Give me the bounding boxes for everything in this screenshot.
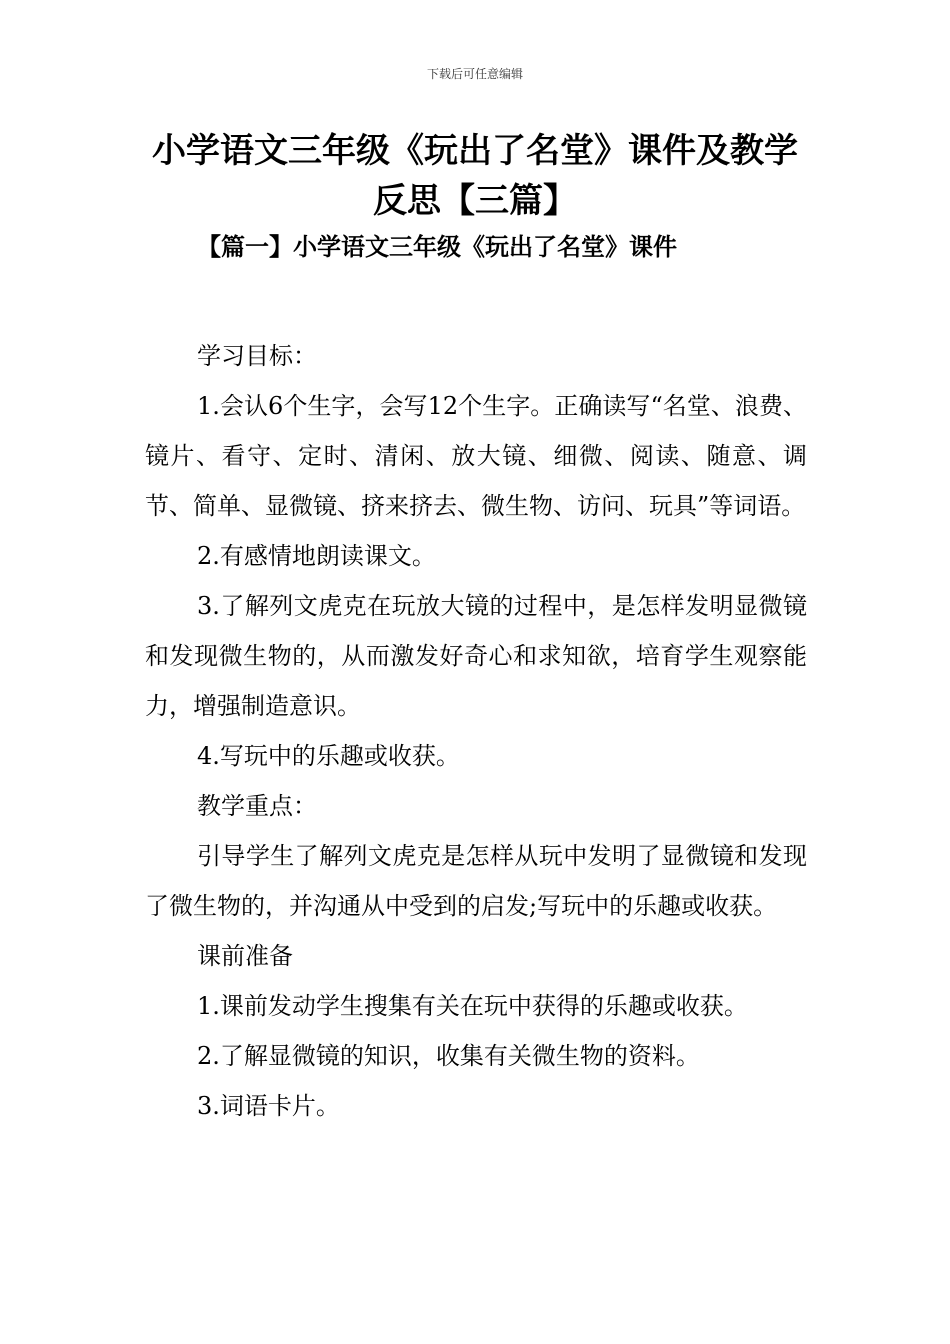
document-title: 小学语文三年级《玩出了名堂》课件及教学反思【三篇】 bbox=[152, 131, 798, 221]
paragraph-goal-4: 4.写玩中的乐趣或收获。 bbox=[197, 742, 460, 770]
paragraph-learning-goals-heading: 学习目标： bbox=[197, 342, 317, 370]
paragraph-preparation-1: 1.课前发动学生搜集有关在玩中获得的乐趣或收获。 bbox=[197, 992, 748, 1020]
paragraph-preparation-3: 3.词语卡片。 bbox=[197, 1092, 340, 1120]
paragraph-preparation-2: 2.了解显微镜的知识，收集有关微生物的资料。 bbox=[197, 1042, 700, 1070]
paragraph-preparation-heading: 课前准备 bbox=[197, 942, 293, 970]
paragraph-goal-3: 3.了解列文虎克在玩放大镜的过程中，是怎样发明显微镜和发现微生物的，从而激发好奇心和求知欲，培育学生观察能力，增强制造意识。 bbox=[145, 592, 807, 720]
paragraph-key-points: 引导学生了解列文虎克是怎样从玩中发明了显微镜和发现了微生物的，并沟通从中受到的启发;写玩中的乐趣或收获。 bbox=[145, 842, 807, 920]
paragraph-goal-1: 1.会认6个生字，会写12个生字。正确读写“名堂、浪费、镜片、看守、定时、清闲、放大镜、细微、阅读、随意、调节、简单、显微镜、挤来挤去、微生物、访问、玩具”等词语。 bbox=[145, 392, 807, 520]
section-heading: 【篇一】小学语文三年级《玩出了名堂》课件 bbox=[197, 232, 677, 261]
paragraph-goal-2: 2.有感情地朗读课文。 bbox=[197, 542, 436, 570]
page-header-note: 下载后可任意编辑 bbox=[426, 67, 523, 81]
document-body bbox=[145, 331, 807, 1131]
paragraph-key-points-heading: 教学重点： bbox=[197, 792, 317, 820]
